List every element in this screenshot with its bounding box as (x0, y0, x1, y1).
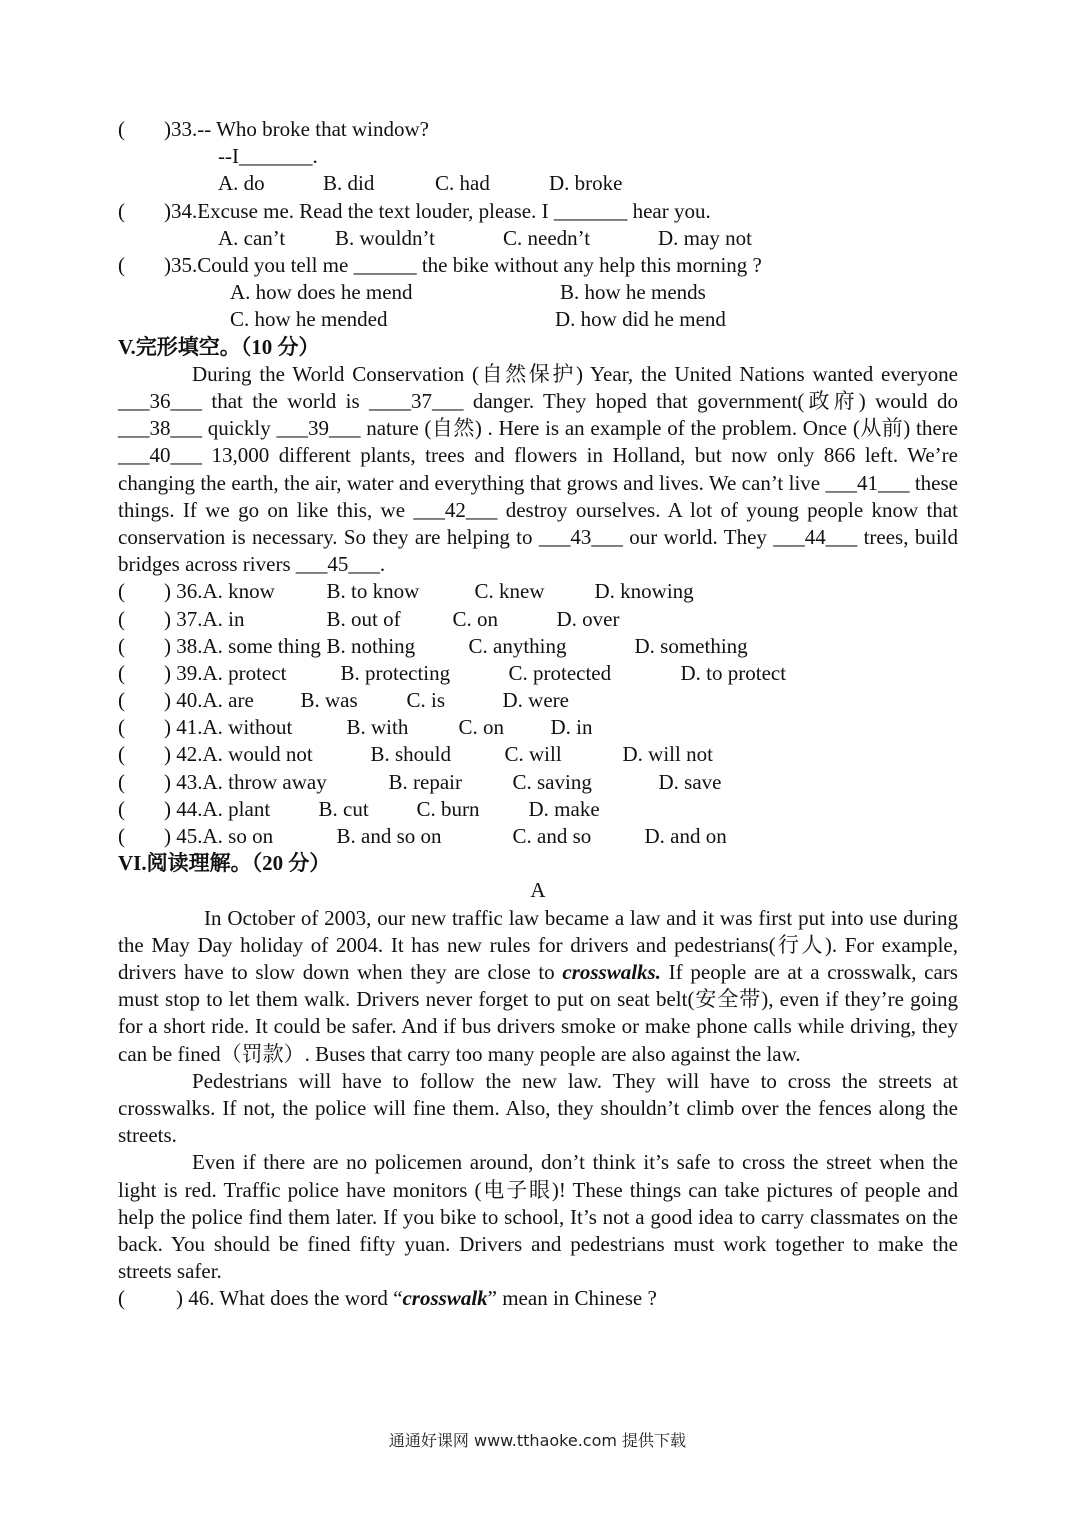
question-number: ) 45. (164, 824, 203, 848)
answer-bracket: ( (118, 606, 125, 631)
question-number: ) 37. (164, 606, 203, 631)
option-b: B. with (346, 715, 409, 740)
section-6-title: VI.阅读理解。（20 分） (118, 851, 331, 876)
paragraph-text: If people are at a crosswalk, cars must stop to let them walk. Drivers never forget to put on seat belt(安全带), even if they’re going for a short ride. It could be safer. And if bus drivers smoke or make phone calls while driving, they can be fined（罚款）. Buses that carry too many people are also against the law. (118, 959, 958, 1066)
option-a: A. do (218, 171, 265, 196)
question-stem: ) 46. What does the word “ (176, 1286, 403, 1311)
option-a: A. how does he mend (230, 280, 413, 305)
option-d: D. in (550, 715, 593, 740)
option-b: B. and so on (336, 824, 442, 848)
answer-bracket: ( (118, 198, 125, 223)
question-stem: Could you tell me ______ the bike without any help this morning ? (197, 252, 762, 277)
cloze-question-38 (118, 633, 958, 660)
option-b: B. should (370, 742, 452, 767)
option-a: A. would not (202, 742, 313, 767)
cloze-question-36 (118, 578, 958, 605)
option-c: C. needn’t (503, 225, 591, 250)
option-b: B. did (323, 171, 375, 196)
option-a: A. so on (202, 824, 274, 848)
emphasized-word: crosswalks. (562, 959, 661, 984)
reading-paragraph-2: Pedestrians will have to follow the new law. They will have to cross the streets at crosswalks. If not, the police will fine them. Also, they shouldn’t climb over the fences along the streets. (118, 1068, 958, 1148)
option-b: B. wouldn’t (335, 225, 435, 250)
question-number: ) 40. (164, 688, 203, 713)
option-d: D. will not (622, 742, 713, 767)
section-5-title: V.完形填空。（10 分） (118, 334, 320, 359)
option-d: D. knowing (594, 579, 694, 604)
answer-bracket: ( (118, 1286, 125, 1311)
option-a: A. are (202, 688, 254, 713)
option-d: D. over (556, 606, 620, 631)
option-c: C. will (504, 742, 562, 767)
option-b: B. protecting (340, 660, 451, 685)
option-d: D. broke (549, 171, 623, 196)
passage-label: A (530, 878, 546, 903)
option-d: D. to protect (680, 660, 787, 685)
paragraph-text: In October of 2003, our new traffic law became a law and it was first put into use during the May Day holiday of 2004. It has new rules for drivers and pedestrians(行人). For example, drivers have to slow down when they are close to (118, 905, 958, 984)
cloze-question-45 (118, 823, 958, 850)
question-number: )34. (164, 198, 198, 223)
option-b: B. was (300, 688, 358, 713)
option-a: A. protect (202, 660, 287, 685)
answer-bracket: ( (118, 688, 125, 713)
option-b: B. repair (388, 769, 462, 794)
answer-bracket: ( (118, 117, 125, 141)
question-number: ) 36. (164, 579, 203, 604)
cloze-question-43 (118, 769, 958, 796)
question-stem: Excuse me. Read the text louder, please. I _______ hear you. (197, 198, 711, 223)
emphasized-word: crosswalk (402, 1286, 488, 1311)
option-c: C. burn (416, 796, 480, 821)
reading-paragraph-3: Even if there are no policemen around, don’t think it’s safe to cross the street when the light is red. Traffic police have monitors (电子眼)! These things can take pictures of people and help the police find them later. If you bike to school, It’s not a good idea to carry classmates on the back. You should be fined fifty yuan. Drivers and pedestrians must work together to make the streets safer. (118, 1150, 958, 1284)
question-46 (118, 1285, 958, 1312)
option-a: A. without (202, 715, 293, 740)
option-c: C. had (435, 171, 490, 196)
option-d: D. save (658, 769, 722, 794)
option-d: D. something (634, 633, 748, 658)
question-35-options-row1 (118, 279, 958, 306)
question-number: ) 38. (164, 633, 203, 658)
option-c: C. saving (512, 769, 592, 794)
option-b: B. to know (326, 579, 420, 604)
option-c: C. anything (468, 633, 567, 658)
answer-bracket: ( (118, 715, 125, 740)
reading-paragraph-1 (118, 905, 958, 1068)
cloze-question-41 (118, 714, 958, 741)
document-page (118, 116, 958, 1313)
option-d: D. make (528, 796, 600, 821)
option-d: D. may not (658, 225, 752, 250)
question-stem-end: ” mean in Chinese ? (487, 1286, 657, 1311)
question-number: ) 41. (164, 715, 203, 740)
question-34-options (118, 225, 958, 252)
cloze-question-37 (118, 606, 958, 633)
cloze-question-44 (118, 796, 958, 823)
option-c: C. protected (508, 660, 612, 685)
question-number: )35. (164, 252, 198, 277)
answer-bracket: ( (118, 769, 125, 794)
option-c: C. is (406, 688, 446, 713)
cloze-items (118, 578, 958, 850)
answer-bracket: ( (118, 742, 125, 767)
question-number: ) 44. (164, 796, 203, 821)
answer-bracket: ( (118, 824, 125, 848)
question-number: )33. (164, 117, 198, 141)
question-35-options-row2 (118, 306, 958, 333)
option-a: A. plant (202, 796, 271, 821)
option-a: A. know (202, 579, 275, 604)
question-number: ) 39. (164, 660, 203, 685)
option-c: C. on (458, 715, 505, 740)
option-a: A. in (202, 606, 245, 631)
option-b: B. cut (318, 796, 369, 821)
question-stem: -- Who broke that window? (197, 117, 429, 141)
option-d: D. and on (644, 824, 727, 848)
question-33-reply: --I_______. (218, 144, 318, 169)
question-33-options (118, 170, 958, 197)
option-c: C. and so (512, 824, 592, 848)
question-35 (118, 252, 958, 279)
cloze-question-42 (118, 741, 958, 768)
answer-bracket: ( (118, 796, 125, 821)
question-33 (118, 116, 958, 143)
answer-bracket: ( (118, 660, 125, 685)
option-c: C. knew (474, 579, 545, 604)
option-b: B. nothing (326, 633, 416, 658)
cloze-question-39 (118, 660, 958, 687)
option-a: A. can’t (218, 225, 286, 250)
option-c: C. how he mended (230, 307, 388, 332)
option-a: A. some thing (202, 633, 321, 658)
cloze-question-40 (118, 687, 958, 714)
page-footer: 通通好课网 www.tthaoke.com 提供下载 (388, 1431, 687, 1450)
option-a: A. throw away (202, 769, 327, 794)
option-d: D. how did he mend (555, 307, 726, 332)
option-d: D. were (502, 688, 569, 713)
option-b: B. how he mends (560, 280, 706, 305)
answer-bracket: ( (118, 252, 125, 277)
option-b: B. out of (326, 606, 401, 631)
question-number: ) 42. (164, 742, 203, 767)
answer-bracket: ( (118, 579, 125, 604)
option-c: C. on (452, 606, 499, 631)
question-34 (118, 198, 958, 225)
cloze-passage: During the World Conservation (自然保护) Year, the United Nations wanted everyone ___36___ that the world is ____37___ danger. They hoped that government(政府) would do ___38___ quickly ___39___ nature (自然) . Here is an example of the problem. Once (从前) there ___40___ 13,000 different plants, trees and flowers in Holland, but now only 866 left. We’re changing the earth, the air, water and everything that grows and lives. We can’t live ___41___ these things. If we go on like this, we ___42___ destroy ourselves. A lot of young people know that conservation is necessary. So they are helping to ___43___ our world. They ___44___ trees, build bridges across rivers ___45___. (118, 361, 958, 577)
answer-bracket: ( (118, 633, 125, 658)
question-number: ) 43. (164, 769, 203, 794)
